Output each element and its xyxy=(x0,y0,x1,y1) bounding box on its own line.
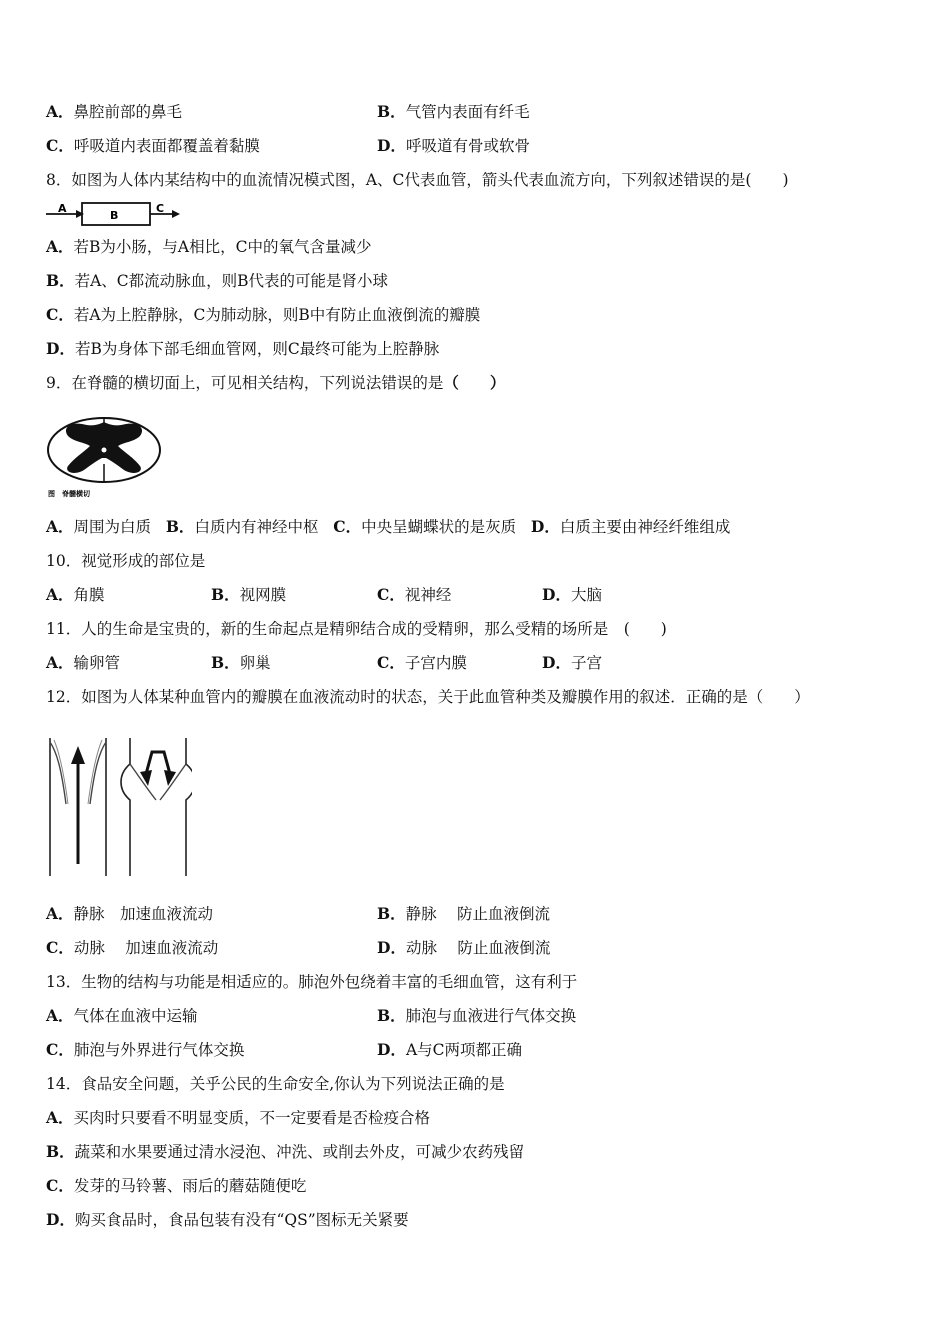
q14-option-d xyxy=(46,1210,409,1230)
option-text: 若A为上腔静脉，C为肺动脉，则B中有防止血液倒流的瓣膜 xyxy=(73,306,481,324)
option-label: D． xyxy=(377,1040,406,1059)
option-text: 若B为身体下部毛细血管网，则C最终可能为上腔静脉 xyxy=(74,340,440,358)
option-label: C． xyxy=(46,1040,74,1059)
option-label: D． xyxy=(377,938,406,957)
q13-option-a xyxy=(46,1006,198,1026)
option-text: 中央呈蝴蝶状的是灰质 xyxy=(361,518,517,536)
option-label: C． xyxy=(46,1176,74,1195)
q8-option-c xyxy=(46,305,480,325)
label-c: C xyxy=(156,202,165,215)
q13-option-b xyxy=(377,1006,576,1026)
q11-option-d xyxy=(542,653,602,673)
option-label: C． xyxy=(377,585,405,604)
option-text: 若A、C都流动脉血，则B代表的可能是肾小球 xyxy=(74,272,389,290)
option-label: D． xyxy=(46,1210,75,1229)
option-label: A． xyxy=(46,1006,74,1025)
option-label: B． xyxy=(46,271,75,290)
q11-option-a xyxy=(46,653,120,673)
q9-options-row xyxy=(46,517,730,537)
option-label: B． xyxy=(377,904,406,923)
option-text: 鼻腔前部的鼻毛 xyxy=(73,103,183,121)
q8-option-a xyxy=(46,237,371,257)
label-b: B xyxy=(110,209,119,222)
option-text: 购买食品时，食品包装有没有“QS”图标无关紧要 xyxy=(74,1211,409,1229)
option-text: 大脑 xyxy=(570,586,602,604)
option-label: A． xyxy=(46,517,74,536)
q12-stem: 12．如图为人体某种血管内的瓣膜在血液流动时的状态，关于此血管种类及瓣膜作用的叙述．正确的是（ ） xyxy=(46,688,810,706)
option-text: 若B为小肠，与A相比，C中的氧气含量减少 xyxy=(73,238,372,256)
q10-option-b xyxy=(211,585,286,605)
option-label: B． xyxy=(211,585,240,604)
option-text: 白质主要由神经纤维组成 xyxy=(559,518,731,536)
option-text: 子宫 xyxy=(570,654,602,672)
option-label: B． xyxy=(377,102,406,121)
q14-option-b xyxy=(46,1142,524,1162)
vein-valve-figure xyxy=(44,734,192,880)
option-text: 静脉 加速血液流动 xyxy=(73,905,214,923)
q11-stem: 11．人的生命是宝贵的，新的生命起点是精卵结合成的受精卵，那么受精的场所是 ( ) xyxy=(46,620,667,638)
option-label: C． xyxy=(377,653,405,672)
option-text: 卵巢 xyxy=(239,654,271,672)
option-text: 白质内有神经中枢 xyxy=(194,518,319,536)
q12-option-c xyxy=(46,938,218,958)
option-text: 输卵管 xyxy=(73,654,121,672)
option-text: 气体在血液中运输 xyxy=(73,1007,198,1025)
q12-option-b xyxy=(377,904,550,924)
option-label: D． xyxy=(542,585,571,604)
figure-caption: 图 脊髓横切 xyxy=(48,490,90,498)
option-label: A． xyxy=(46,102,74,121)
option-text: 子宫内膜 xyxy=(404,654,467,672)
option-text: 周围为白质 xyxy=(73,518,152,536)
q14-option-c xyxy=(46,1176,306,1196)
q13-option-d xyxy=(377,1040,522,1060)
option-label: D． xyxy=(377,136,406,155)
option-text: 肺泡与外界进行气体交换 xyxy=(73,1041,245,1059)
q12-option-d xyxy=(377,938,550,958)
option-label: C． xyxy=(333,517,362,536)
q10-option-c xyxy=(377,585,451,605)
option-label: B． xyxy=(211,653,240,672)
q8-option-b xyxy=(46,271,388,291)
option-label: C． xyxy=(46,938,74,957)
option-text: 角膜 xyxy=(73,586,105,604)
q11-option-b xyxy=(211,653,271,673)
q10-option-d xyxy=(542,585,602,605)
option-label: B． xyxy=(46,1142,75,1161)
q7-option-d xyxy=(377,136,530,156)
option-text: 视神经 xyxy=(404,586,452,604)
label-a: A xyxy=(58,202,67,215)
option-label: C． xyxy=(46,136,74,155)
option-label: D． xyxy=(542,653,571,672)
option-text: 动脉 加速血液流动 xyxy=(73,939,219,957)
option-label: D． xyxy=(46,339,75,358)
option-label: C． xyxy=(46,305,74,324)
spinal-cord-cross-section-figure xyxy=(44,412,164,502)
q14-stem: 14．食品安全问题，关乎公民的生命安全,你认为下列说法正确的是 xyxy=(46,1075,505,1093)
q9-stem-text: 9．在脊髓的横切面上，可见相关结构，下列说法错误的是 xyxy=(46,374,444,392)
q10-option-a xyxy=(46,585,105,605)
option-label: D． xyxy=(530,517,560,536)
q12-option-a xyxy=(46,904,213,924)
q7-option-c xyxy=(46,136,260,156)
q9-answer-paren: （ ） xyxy=(443,373,506,392)
option-label: A． xyxy=(46,237,74,256)
option-text: 呼吸道有骨或软骨 xyxy=(405,137,530,155)
option-text: A与C两项都正确 xyxy=(405,1041,523,1059)
q7-option-b xyxy=(377,102,530,122)
option-text: 买肉时只要看不明显变质，不一定要看是否检疫合格 xyxy=(73,1109,431,1127)
q8-stem: 8．如图为人体内某结构中的血流情况模式图，A、C代表血管，箭头代表血流方向，下列叙述错误的是( ) xyxy=(46,171,789,189)
option-text: 蔬菜和水果要通过清水浸泡、冲洗、或削去外皮，可减少农药残留 xyxy=(74,1143,525,1161)
option-label: B． xyxy=(165,517,195,536)
option-label: A． xyxy=(46,1108,74,1127)
option-label: B． xyxy=(377,1006,406,1025)
q8-option-d xyxy=(46,339,439,359)
q11-option-c xyxy=(377,653,467,673)
option-label: A． xyxy=(46,585,74,604)
q13-stem: 13．生物的结构与功能是相适应的。肺泡外包绕着丰富的毛细血管，这有利于 xyxy=(46,973,578,991)
option-text: 动脉 防止血液倒流 xyxy=(405,939,551,957)
q9-stem xyxy=(46,373,505,393)
option-label: A． xyxy=(46,653,74,672)
q10-stem: 10．视觉形成的部位是 xyxy=(46,552,206,570)
option-label: A． xyxy=(46,904,74,923)
q14-option-a xyxy=(46,1108,430,1128)
q8-blood-flow-diagram xyxy=(44,200,184,228)
option-text: 肺泡与血液进行气体交换 xyxy=(405,1007,577,1025)
option-text: 呼吸道内表面都覆盖着黏膜 xyxy=(73,137,260,155)
option-text: 视网膜 xyxy=(239,586,287,604)
q13-option-c xyxy=(46,1040,244,1060)
option-text: 静脉 防止血液倒流 xyxy=(405,905,551,923)
option-text: 发芽的马铃薯、雨后的蘑菇随便吃 xyxy=(73,1177,307,1195)
q7-option-a xyxy=(46,102,182,122)
option-text: 气管内表面有纤毛 xyxy=(405,103,530,121)
